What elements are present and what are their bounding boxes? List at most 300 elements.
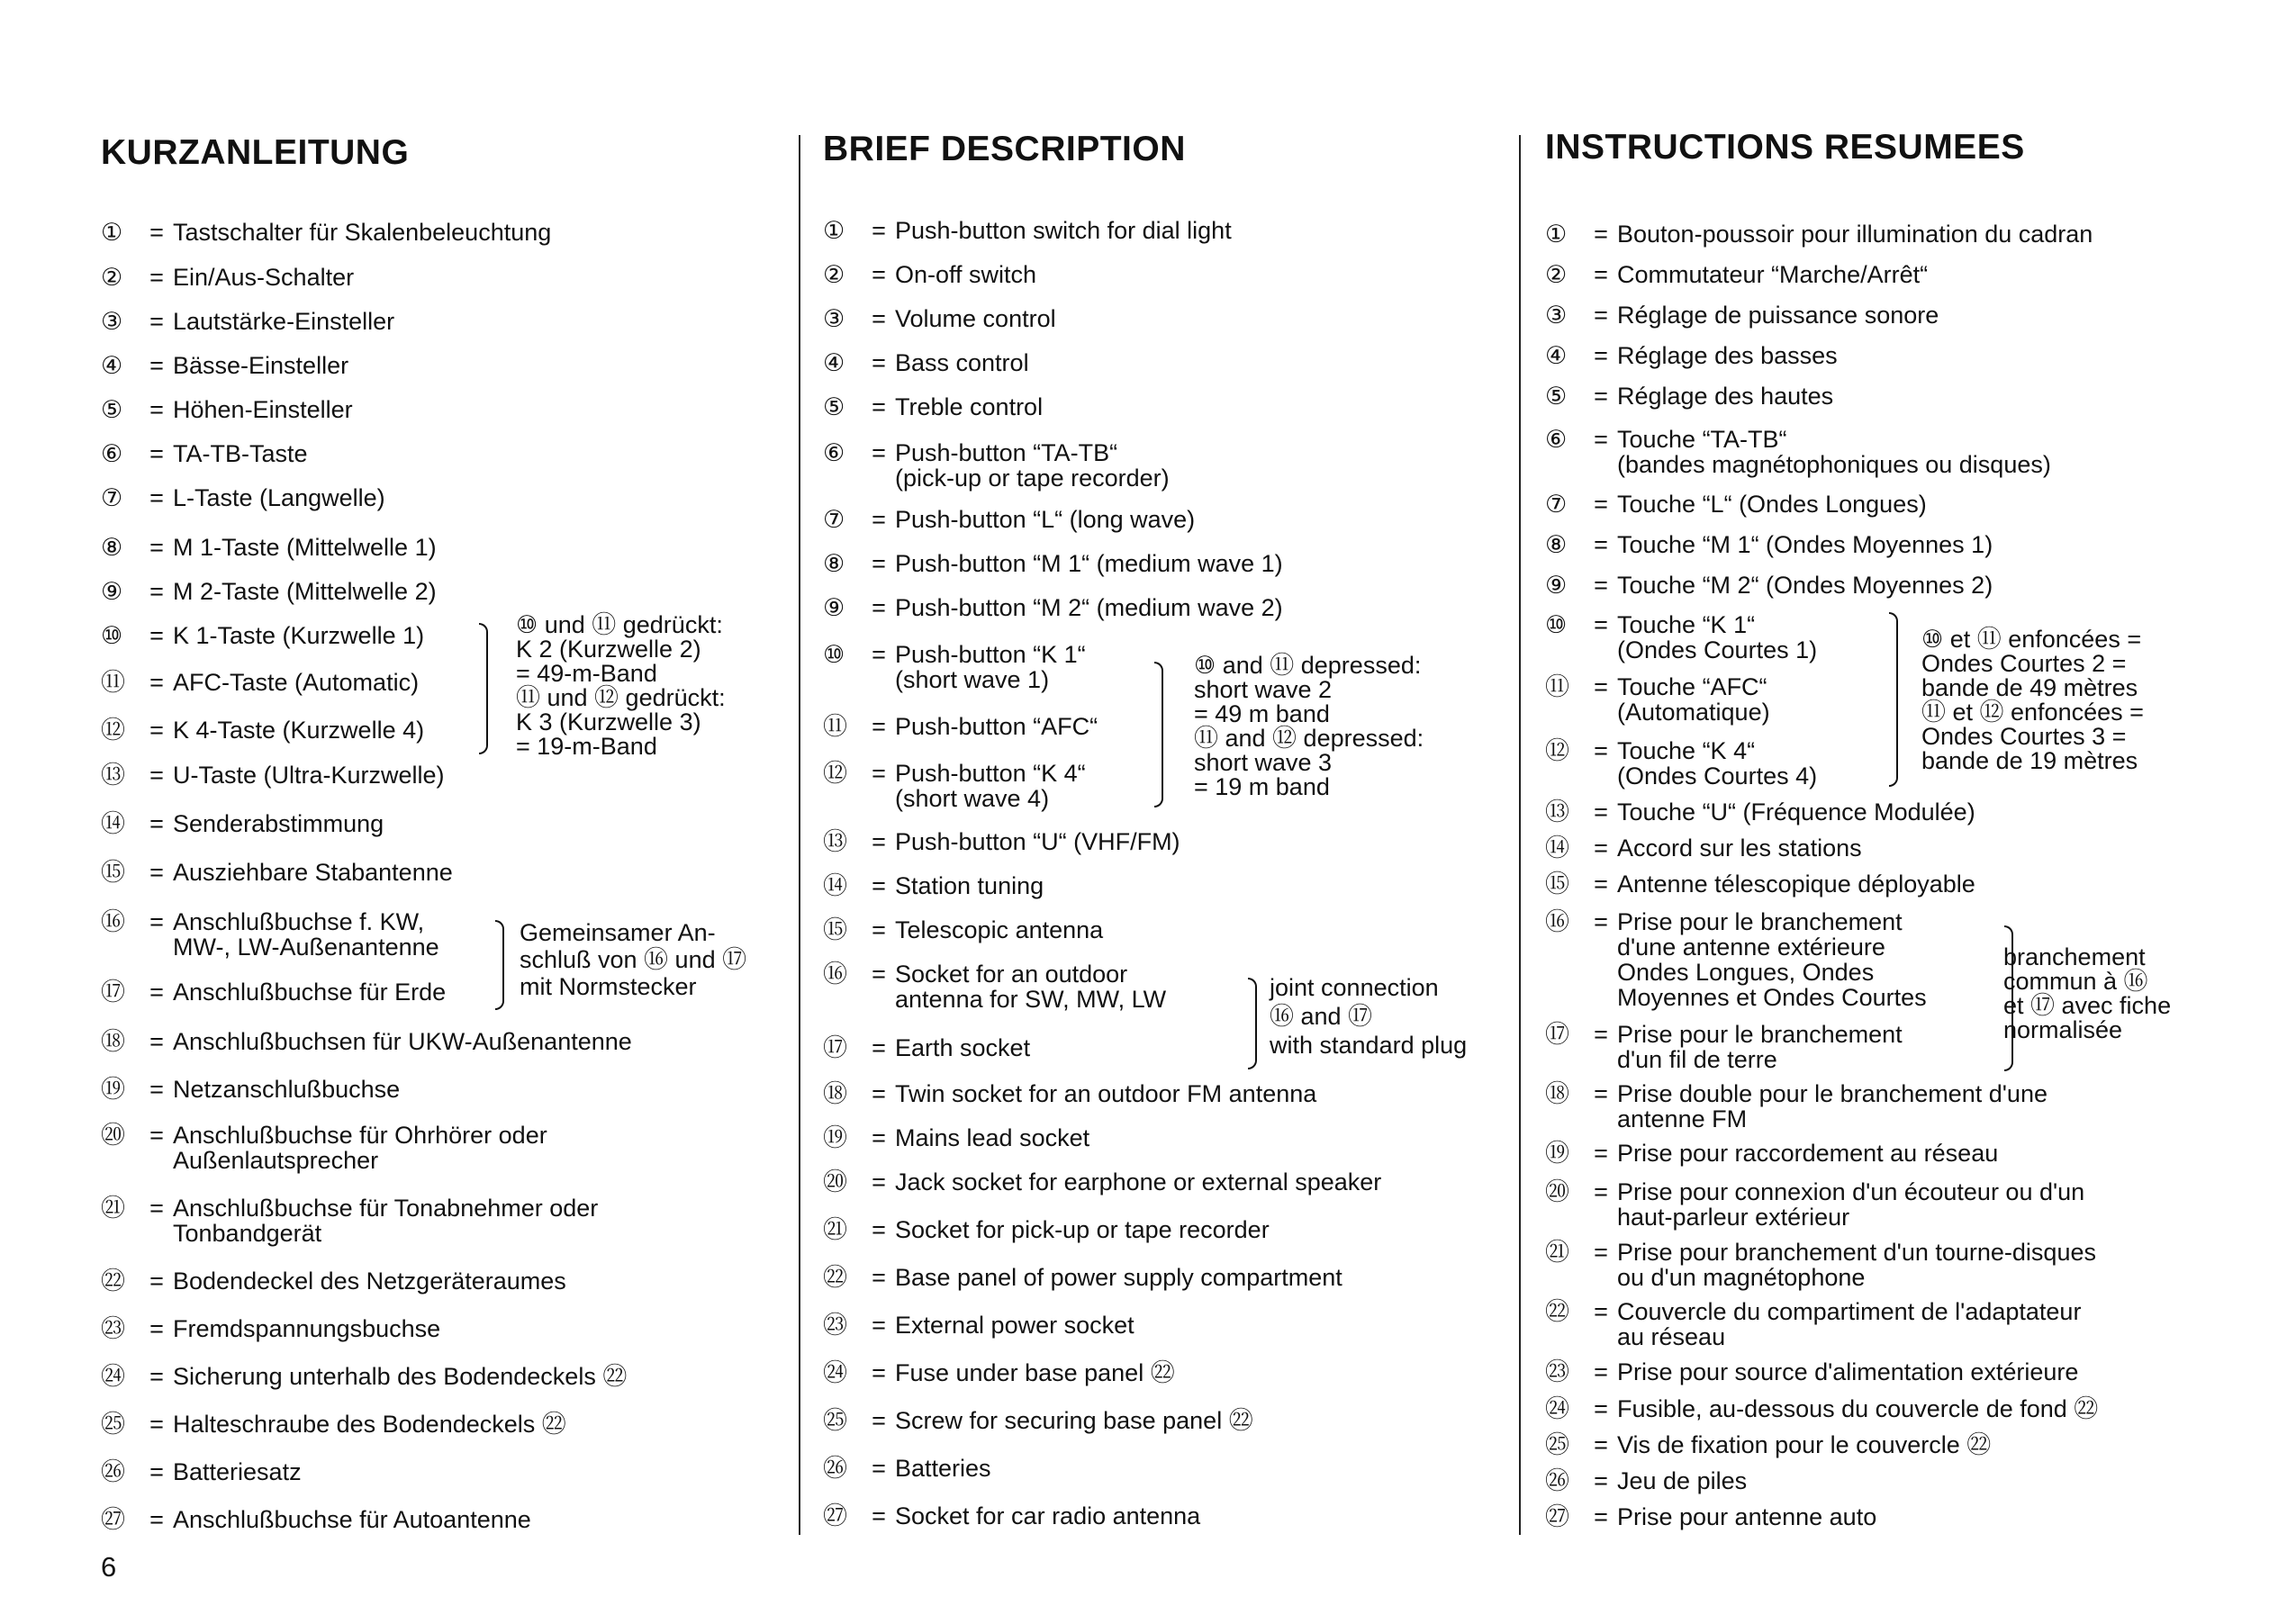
item-number: ⑥ bbox=[101, 440, 123, 467]
equals-sign: = bbox=[149, 1458, 164, 1485]
list-item bbox=[1545, 427, 2051, 477]
equals-sign: = bbox=[872, 1407, 886, 1434]
item-number: ⑲ bbox=[823, 1124, 847, 1151]
item-text-line: Réglage des hautes bbox=[1617, 383, 1834, 410]
equals-sign: = bbox=[1594, 1298, 1608, 1325]
item-number: ⑬ bbox=[1545, 798, 1569, 826]
item-number: ⑭ bbox=[101, 810, 125, 837]
item-number: ⑩ bbox=[823, 641, 845, 668]
item-text bbox=[895, 1125, 1089, 1150]
item-text-line: TA-TB-Taste bbox=[173, 440, 308, 467]
item-text bbox=[173, 397, 353, 422]
item-text-line: Réglage de puissance sonore bbox=[1617, 302, 1939, 329]
brace-bracket bbox=[479, 623, 488, 754]
equals-sign: = bbox=[872, 1216, 886, 1243]
item-text bbox=[173, 1123, 547, 1173]
item-number: ⑯ bbox=[101, 908, 125, 935]
equals-sign: = bbox=[1594, 1178, 1608, 1205]
equals-sign: = bbox=[1594, 221, 1608, 248]
list-item bbox=[101, 220, 551, 245]
list-item bbox=[1545, 799, 1975, 825]
item-text-line: Push-button “AFC“ bbox=[895, 713, 1098, 740]
note-line: branchement bbox=[2003, 943, 2146, 970]
item-text-line: Batteries bbox=[895, 1455, 991, 1482]
item-text-line: (pick-up or tape recorder) bbox=[895, 465, 1170, 492]
item-number: ② bbox=[823, 261, 845, 288]
list-item bbox=[1545, 532, 1993, 557]
equals-sign: = bbox=[872, 1502, 886, 1529]
list-item bbox=[101, 717, 424, 743]
equals-sign: = bbox=[1594, 572, 1608, 599]
item-number: ㉖ bbox=[1545, 1467, 1569, 1494]
item-text bbox=[173, 623, 424, 648]
brace-bracket bbox=[495, 920, 504, 1010]
item-number: ⑳ bbox=[823, 1168, 847, 1195]
note-line: Ondes Courtes 3 = bbox=[1921, 723, 2127, 750]
equals-sign: = bbox=[872, 1455, 886, 1482]
item-text bbox=[173, 353, 348, 378]
item-number: ㉔ bbox=[823, 1359, 847, 1386]
item-text-line: Touche “L“ (Ondes Longues) bbox=[1617, 491, 1927, 518]
note-line: short wave 3 bbox=[1194, 749, 1333, 776]
list-item bbox=[823, 350, 1029, 375]
item-number: ⑰ bbox=[1545, 1021, 1569, 1048]
item-text-line: Socket for car radio antenna bbox=[895, 1502, 1201, 1529]
item-number: ⑫ bbox=[823, 760, 847, 787]
item-number: ⑨ bbox=[823, 594, 845, 621]
equals-sign: = bbox=[872, 1034, 886, 1061]
german-title: KURZANLEITUNG bbox=[101, 133, 410, 172]
item-number: ② bbox=[1545, 261, 1568, 288]
item-number: ⑯ bbox=[823, 961, 847, 988]
item-text bbox=[173, 441, 308, 466]
list-item bbox=[101, 979, 446, 1005]
equals-sign: = bbox=[149, 669, 164, 696]
item-number: ⑪ bbox=[101, 669, 125, 696]
equals-sign: = bbox=[872, 550, 886, 577]
item-text bbox=[895, 714, 1098, 739]
oc-band-note bbox=[1921, 627, 2144, 773]
list-item bbox=[101, 1507, 531, 1532]
item-text-line: MW-, LW-Außenantenne bbox=[173, 934, 439, 961]
list-item bbox=[101, 1195, 598, 1246]
list-item bbox=[823, 642, 1086, 692]
item-number: ㉑ bbox=[1545, 1239, 1569, 1266]
item-text bbox=[173, 220, 551, 245]
note-line: K 3 (Kurzwelle 3) bbox=[516, 708, 701, 735]
item-text-line: Bodendeckel des Netzgeräteraumes bbox=[173, 1268, 566, 1295]
equals-sign: = bbox=[149, 308, 164, 335]
list-item bbox=[823, 440, 1170, 491]
item-number: ⑰ bbox=[823, 1034, 847, 1061]
item-text bbox=[895, 440, 1170, 491]
equals-sign: = bbox=[1594, 342, 1608, 369]
list-item bbox=[823, 1456, 991, 1481]
list-item bbox=[1545, 1141, 1998, 1166]
item-number: ⑭ bbox=[823, 872, 847, 899]
list-item bbox=[101, 535, 437, 560]
list-item bbox=[1545, 262, 1928, 287]
item-text-line: Bass control bbox=[895, 349, 1029, 376]
item-text-line: M 1-Taste (Mittelwelle 1) bbox=[173, 534, 437, 561]
equals-sign: = bbox=[149, 1268, 164, 1295]
item-text-line: Prise pour antenne auto bbox=[1617, 1503, 1877, 1530]
item-text-line: Batteriesatz bbox=[173, 1458, 302, 1485]
item-text bbox=[1617, 1022, 1903, 1072]
equals-sign: = bbox=[872, 594, 886, 621]
item-text-line: Réglage des basses bbox=[1617, 342, 1838, 369]
equals-sign: = bbox=[1594, 1239, 1608, 1266]
item-number: ⑫ bbox=[101, 717, 125, 744]
item-text bbox=[1617, 738, 1817, 789]
sw-band-note bbox=[1194, 654, 1424, 799]
item-text bbox=[173, 1364, 627, 1389]
list-item bbox=[101, 909, 439, 960]
item-text-line: Touche “U“ (Fréquence Modulée) bbox=[1617, 798, 1975, 826]
list-item bbox=[101, 1316, 440, 1341]
item-text bbox=[1617, 383, 1833, 409]
note-line: ⑯ and ⑰ bbox=[1270, 1003, 1373, 1030]
equals-sign: = bbox=[149, 908, 164, 935]
item-text-line: Push-button “TA-TB“ bbox=[895, 439, 1118, 466]
item-text bbox=[1617, 1081, 2048, 1132]
item-text-line: Moyennes et Ondes Courtes bbox=[1617, 984, 1927, 1011]
equals-sign: = bbox=[872, 439, 886, 466]
item-text bbox=[1617, 532, 1993, 557]
item-number: ㉕ bbox=[101, 1411, 125, 1438]
item-number: ③ bbox=[1545, 302, 1568, 329]
item-text bbox=[1617, 1359, 2078, 1385]
item-text bbox=[1617, 221, 2093, 247]
list-item bbox=[1545, 1432, 1991, 1457]
item-text-line: Mains lead socket bbox=[895, 1124, 1090, 1151]
item-text-line: Telescopic antenna bbox=[895, 916, 1104, 943]
list-item bbox=[1545, 221, 2093, 247]
item-text-line: U-Taste (Ultra-Kurzwelle) bbox=[173, 762, 445, 789]
equals-sign: = bbox=[1594, 835, 1608, 862]
item-text-line: antenna for SW, MW, LW bbox=[895, 986, 1167, 1013]
item-text bbox=[173, 579, 437, 604]
list-item bbox=[823, 394, 1043, 420]
item-number: ㉒ bbox=[823, 1264, 847, 1291]
item-text bbox=[895, 262, 1036, 287]
note-line: K 2 (Kurzwelle 2) bbox=[516, 636, 701, 663]
equals-sign: = bbox=[872, 1359, 886, 1386]
item-text-line: Couvercle du compartiment de l'adaptateur bbox=[1617, 1298, 2082, 1325]
item-number: ㉔ bbox=[1545, 1395, 1569, 1422]
item-text bbox=[1617, 1240, 2096, 1290]
equals-sign: = bbox=[872, 641, 886, 668]
list-item bbox=[1545, 1240, 2096, 1290]
note-line: = 49-m-Band bbox=[516, 660, 657, 687]
equals-sign: = bbox=[872, 961, 886, 988]
item-text bbox=[173, 860, 453, 885]
item-text bbox=[1617, 427, 2051, 477]
item-text-line: Push-button “U“ (VHF/FM) bbox=[895, 828, 1180, 855]
list-item bbox=[101, 670, 419, 695]
item-text-line: Twin socket for an outdoor FM antenna bbox=[895, 1080, 1317, 1107]
item-text-line: Vis de fixation pour le couvercle ㉒ bbox=[1617, 1431, 1992, 1458]
list-item bbox=[101, 309, 394, 334]
antenna-note-en bbox=[1270, 973, 1467, 1060]
item-text-line: Bouton-poussoir pour illumination du cadran bbox=[1617, 221, 2093, 248]
list-item bbox=[823, 551, 1283, 576]
item-text-line: Ein/Aus-Schalter bbox=[173, 264, 355, 291]
item-number: ㉔ bbox=[101, 1363, 125, 1390]
equals-sign: = bbox=[1594, 1431, 1608, 1458]
item-text bbox=[895, 306, 1056, 331]
item-text bbox=[173, 1195, 598, 1246]
item-text bbox=[173, 811, 384, 836]
item-number: ㉒ bbox=[1545, 1298, 1569, 1325]
equals-sign: = bbox=[149, 578, 164, 605]
item-number: ⑪ bbox=[1545, 673, 1569, 700]
equals-sign: = bbox=[149, 219, 164, 246]
list-item bbox=[101, 1364, 627, 1389]
item-number: ㉖ bbox=[823, 1455, 847, 1482]
item-text-line: Sicherung unterhalb des Bodendeckels ㉒ bbox=[173, 1363, 628, 1390]
item-text bbox=[1617, 1468, 1747, 1493]
list-item bbox=[101, 353, 348, 378]
item-text-line: Jack socket for earphone or external speaker bbox=[895, 1168, 1382, 1195]
equals-sign: = bbox=[149, 484, 164, 511]
item-text bbox=[895, 1456, 991, 1481]
equals-sign: = bbox=[872, 1124, 886, 1151]
item-text-line: Netzanschlußbuchse bbox=[173, 1076, 401, 1103]
item-text-line: On-off switch bbox=[895, 261, 1037, 288]
equals-sign: = bbox=[149, 440, 164, 467]
list-item bbox=[101, 485, 385, 510]
item-number: ③ bbox=[823, 305, 845, 332]
item-text-line: Tonbandgerät bbox=[173, 1220, 322, 1247]
equals-sign: = bbox=[1594, 426, 1608, 453]
item-text bbox=[173, 717, 424, 743]
list-item bbox=[101, 579, 437, 604]
item-number: ⑰ bbox=[101, 979, 125, 1006]
item-number: ③ bbox=[101, 308, 123, 335]
note-line: with standard plug bbox=[1270, 1032, 1468, 1059]
item-text bbox=[895, 1313, 1134, 1338]
item-text-line: Base panel of power supply compartment bbox=[895, 1264, 1342, 1291]
item-text-line: Prise pour le branchement bbox=[1617, 1021, 1903, 1048]
equals-sign: = bbox=[149, 1315, 164, 1342]
list-item bbox=[101, 860, 453, 885]
list-item bbox=[823, 507, 1195, 532]
item-text-line: (Ondes Courtes 1) bbox=[1617, 636, 1818, 663]
item-text-line: Jeu de piles bbox=[1617, 1467, 1748, 1494]
equals-sign: = bbox=[1594, 611, 1608, 638]
equals-sign: = bbox=[1594, 1467, 1608, 1494]
item-text-line: M 2-Taste (Mittelwelle 2) bbox=[173, 578, 437, 605]
list-item bbox=[823, 595, 1283, 620]
list-item bbox=[1545, 1081, 2048, 1132]
list-item bbox=[823, 761, 1086, 811]
item-text-line: Halteschraube des Bodendeckels ㉒ bbox=[173, 1411, 566, 1438]
list-item bbox=[823, 1360, 1175, 1385]
equals-sign: = bbox=[149, 1122, 164, 1149]
note-line: ⑩ und ⑪ gedrückt: bbox=[516, 611, 723, 638]
item-text-line: (short wave 1) bbox=[895, 666, 1050, 693]
list-item bbox=[1545, 1299, 2081, 1349]
item-text-line: Touche “K 1“ bbox=[1617, 611, 1756, 638]
list-item bbox=[101, 1412, 566, 1437]
list-item bbox=[823, 1217, 1270, 1242]
note-line: ⑪ et ⑫ enfoncées = bbox=[1921, 699, 2144, 726]
list-item bbox=[1545, 1022, 1903, 1072]
item-number: ④ bbox=[823, 349, 845, 376]
item-text-line: (bandes magnétophoniques ou disques) bbox=[1617, 451, 2051, 478]
item-text bbox=[1617, 612, 1817, 663]
note-line: mit Normstecker bbox=[520, 973, 697, 1000]
equals-sign: = bbox=[872, 916, 886, 943]
equals-sign: = bbox=[1594, 1358, 1608, 1385]
item-text bbox=[173, 909, 439, 960]
list-item bbox=[101, 762, 445, 788]
equals-sign: = bbox=[872, 713, 886, 740]
item-text bbox=[895, 761, 1086, 811]
item-text bbox=[895, 1217, 1270, 1242]
item-text-line: Fuse under base panel ㉒ bbox=[895, 1359, 1175, 1386]
item-number: ⑧ bbox=[823, 550, 845, 577]
equals-sign: = bbox=[149, 352, 164, 379]
item-text bbox=[1617, 573, 1993, 598]
item-text bbox=[173, 1459, 302, 1484]
item-text-line: Touche “M 2“ (Ondes Moyennes 2) bbox=[1617, 572, 1993, 599]
item-text bbox=[173, 1077, 400, 1102]
item-text bbox=[895, 1035, 1030, 1060]
list-item bbox=[823, 1125, 1089, 1150]
item-text-line: Prise pour connexion d'un écouteur ou d'un bbox=[1617, 1178, 2085, 1205]
item-number: ⑧ bbox=[101, 534, 123, 561]
equals-sign: = bbox=[872, 349, 886, 376]
list-item bbox=[823, 961, 1166, 1012]
list-item bbox=[823, 1169, 1381, 1195]
item-text-line: antenne FM bbox=[1617, 1105, 1748, 1132]
equals-sign: = bbox=[149, 859, 164, 886]
item-number: ② bbox=[101, 264, 123, 291]
item-text-line: Bässe-Einsteller bbox=[173, 352, 349, 379]
note-line: joint connection bbox=[1270, 974, 1439, 1001]
item-text bbox=[1617, 262, 1928, 287]
item-text-line: Volume control bbox=[895, 305, 1056, 332]
item-number: ㉗ bbox=[1545, 1503, 1569, 1530]
item-text-line: External power socket bbox=[895, 1312, 1134, 1339]
item-text bbox=[895, 829, 1180, 854]
item-text-line: Earth socket bbox=[895, 1034, 1031, 1061]
column-divider-left bbox=[799, 135, 800, 1535]
item-text bbox=[1617, 343, 1838, 368]
item-text-line: Prise double pour le branchement d'une bbox=[1617, 1080, 2048, 1107]
equals-sign: = bbox=[872, 760, 886, 787]
note-line: bande de 19 mètres bbox=[1921, 747, 2138, 774]
list-item bbox=[823, 306, 1056, 331]
item-text bbox=[1617, 909, 1927, 1010]
list-item bbox=[101, 265, 354, 290]
item-text bbox=[895, 1360, 1175, 1385]
item-number: ⑩ bbox=[1545, 611, 1568, 638]
item-text bbox=[173, 309, 394, 334]
item-number: ㉒ bbox=[101, 1268, 125, 1295]
list-item bbox=[1545, 835, 1862, 861]
item-number: ㉕ bbox=[823, 1407, 847, 1434]
english-title: BRIEF DESCRIPTION bbox=[823, 130, 1186, 168]
antenna-note bbox=[520, 919, 746, 1000]
item-text-line: Socket for an outdoor bbox=[895, 961, 1128, 988]
item-number: ⑬ bbox=[823, 828, 847, 855]
item-text bbox=[1617, 1299, 2081, 1349]
list-item bbox=[1545, 1179, 2084, 1230]
item-text-line: d'une antenne extérieure bbox=[1617, 934, 1885, 961]
item-number: ⑤ bbox=[1545, 383, 1568, 410]
equals-sign: = bbox=[872, 1168, 886, 1195]
item-text-line: K 4-Taste (Kurzwelle 4) bbox=[173, 717, 425, 744]
equals-sign: = bbox=[149, 622, 164, 649]
list-item bbox=[1545, 612, 1817, 663]
item-text-line: (Ondes Courtes 4) bbox=[1617, 762, 1818, 789]
item-text-line: Touche “K 4“ bbox=[1617, 737, 1756, 764]
kw-band-note bbox=[516, 613, 726, 759]
list-item bbox=[1545, 302, 1939, 328]
item-number: ⑭ bbox=[1545, 835, 1569, 862]
equals-sign: = bbox=[872, 1312, 886, 1339]
list-item bbox=[823, 1408, 1253, 1433]
equals-sign: = bbox=[1594, 908, 1608, 935]
item-text-line: Push-button switch for dial light bbox=[895, 217, 1232, 244]
item-text bbox=[895, 642, 1086, 692]
list-item bbox=[1545, 871, 1975, 897]
list-item bbox=[1545, 1396, 2098, 1421]
item-number: ㉑ bbox=[101, 1195, 125, 1222]
item-text bbox=[895, 350, 1029, 375]
item-text-line: Lautstärke-Einsteller bbox=[173, 308, 395, 335]
item-text bbox=[895, 1503, 1200, 1529]
item-text bbox=[173, 762, 445, 788]
equals-sign: = bbox=[872, 506, 886, 533]
item-number: ⑪ bbox=[823, 713, 847, 740]
equals-sign: = bbox=[1594, 798, 1608, 826]
item-text-line: Touche “TA-TB“ bbox=[1617, 426, 1787, 453]
item-number: ⑱ bbox=[1545, 1080, 1569, 1107]
item-text bbox=[173, 1316, 440, 1341]
equals-sign: = bbox=[872, 217, 886, 244]
note-line: bande de 49 mètres bbox=[1921, 674, 2138, 701]
list-item bbox=[823, 1081, 1316, 1106]
item-text bbox=[895, 218, 1232, 243]
list-item bbox=[101, 1459, 302, 1484]
item-number: ⑲ bbox=[101, 1076, 125, 1103]
item-number: ⑳ bbox=[1545, 1178, 1569, 1205]
item-number: ⑦ bbox=[823, 506, 845, 533]
item-text-line: AFC-Taste (Automatic) bbox=[173, 669, 420, 696]
column-divider-right bbox=[1519, 135, 1521, 1535]
item-text-line: Push-button “K 4“ bbox=[895, 760, 1086, 787]
item-number: ㉗ bbox=[823, 1502, 847, 1529]
equals-sign: = bbox=[1594, 1021, 1608, 1048]
antenna-note-fr bbox=[2003, 945, 2171, 1042]
item-text-line: Tastschalter für Skalenbeleuchtung bbox=[173, 219, 552, 246]
item-text-line: d'un fil de terre bbox=[1617, 1046, 1777, 1073]
item-text-line: Socket for pick-up or tape recorder bbox=[895, 1216, 1270, 1243]
item-text-line: Anschlußbuchse für Tonabnehmer oder bbox=[173, 1195, 599, 1222]
list-item bbox=[1545, 573, 1993, 598]
list-item bbox=[101, 397, 353, 422]
item-text-line: Außenlautsprecher bbox=[173, 1147, 379, 1174]
equals-sign: = bbox=[149, 534, 164, 561]
item-text-line: Höhen-Einsteller bbox=[173, 396, 353, 423]
item-text-line: Prise pour source d'alimentation extérieure bbox=[1617, 1358, 2079, 1385]
item-text-line: Touche “AFC“ bbox=[1617, 673, 1767, 700]
item-number: ⑩ bbox=[101, 622, 123, 649]
